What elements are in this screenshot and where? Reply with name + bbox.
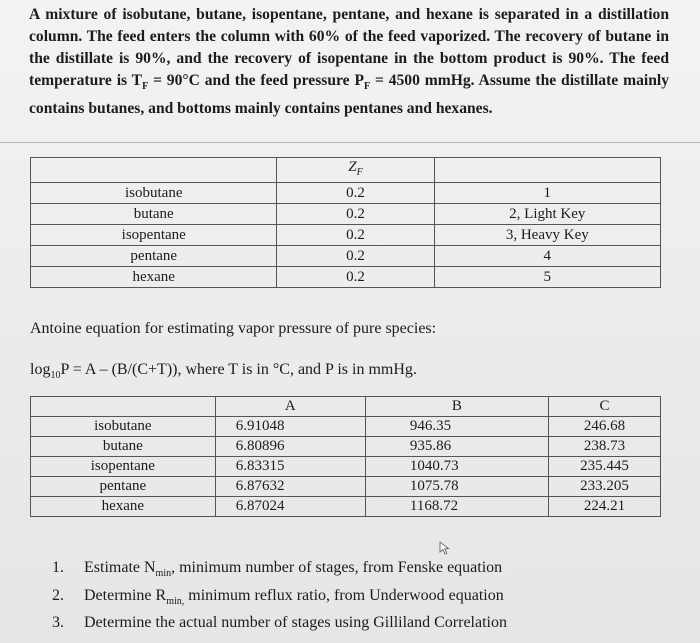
constant-c: 238.73: [548, 437, 660, 457]
constant-a: 6.83315: [215, 457, 365, 477]
header-c: C: [548, 397, 660, 417]
table-row: [31, 183, 661, 204]
component-key: 4: [434, 246, 660, 267]
component-name: hexane: [31, 267, 277, 288]
component-name: isopentane: [31, 225, 277, 246]
table-row: [31, 457, 661, 477]
list-item: 1. Estimate $N_{min}$, minimum number of stages, from Fenske equation: [52, 559, 503, 580]
constant-b: 946.35: [365, 417, 548, 437]
header-a: A: [215, 397, 365, 417]
table-header-row: [31, 397, 661, 417]
list-item: 3. Determine the actual number of stages using Gilliland Correlation: [52, 614, 507, 632]
constant-b: 1168.72: [365, 497, 548, 517]
constant-a: 6.80896: [215, 437, 365, 457]
table-header-row: [31, 158, 661, 183]
constant-b: 1075.78: [365, 477, 548, 497]
component-name: butane: [31, 437, 216, 457]
component-name: isopentane: [31, 457, 216, 477]
antoine-equation: $\log_{10}P = A - (B/(C+T))$, where T is in °C, and P is in mmHg.: [30, 361, 417, 382]
header-cell-empty: [31, 397, 216, 417]
mouse-pointer-icon: [438, 541, 452, 555]
table-row: [31, 267, 661, 288]
header-zf: $Z_F$: [277, 158, 434, 183]
feed-fraction: 0.2: [277, 267, 434, 288]
component-key: 5: [434, 267, 660, 288]
table-row: [31, 477, 661, 497]
constant-c: 224.21: [548, 497, 660, 517]
header-cell-empty: [434, 158, 660, 183]
component-name: butane: [31, 204, 277, 225]
constant-b: 935.86: [365, 437, 548, 457]
table-row: [31, 437, 661, 457]
header-cell-empty: [31, 158, 277, 183]
feed-fraction: 0.2: [277, 225, 434, 246]
component-name: pentane: [31, 246, 277, 267]
header-b: B: [365, 397, 548, 417]
component-name: isobutane: [31, 417, 216, 437]
table-row: [31, 225, 661, 246]
component-key: 3, Heavy Key: [434, 225, 660, 246]
constant-c: 246.68: [548, 417, 660, 437]
constant-c: 235.445: [548, 457, 660, 477]
feed-composition-table: [30, 157, 661, 288]
question-list: [52, 557, 507, 640]
table-row: [31, 417, 661, 437]
component-name: isobutane: [31, 183, 277, 204]
list-item: 2. Determine $R_{min,}$ minimum reflux ratio, from Underwood equation: [52, 586, 504, 607]
component-key: 1: [434, 183, 660, 204]
feed-fraction: 0.2: [277, 183, 434, 204]
problem-text-2: = 90°C and the feed pressure P: [148, 72, 364, 89]
antoine-title: Antoine equation for estimating vapor pressure of pure species:: [30, 320, 437, 337]
antoine-constants-table: [30, 396, 661, 517]
constant-a: 6.87024: [215, 497, 365, 517]
component-name: hexane: [31, 497, 216, 517]
constant-c: 233.205: [548, 477, 660, 497]
problem-statement: [29, 4, 669, 120]
table-row: [31, 204, 661, 225]
problem-text-3: = 4500 mmHg. Assume the distillate mainly contains butanes, and bottoms mainly contains pentanes and hexanes.: [29, 72, 670, 118]
section-divider: [0, 142, 700, 143]
component-key: 2, Light Key: [434, 204, 660, 225]
tf-subscript: F: [142, 81, 149, 93]
table-row: [31, 246, 661, 267]
constant-a: 6.87632: [215, 477, 365, 497]
feed-fraction: 0.2: [277, 204, 434, 225]
component-name: pentane: [31, 477, 216, 497]
constant-a: 6.91048: [215, 417, 365, 437]
problem-text-1: A mixture of isobutane, butane, isopentane, pentane, and hexane is separated in a distillation column. The feed enters the column with 60% of the feed vaporized. The recovery of butane in the distillate is 90%, and the recovery of isopentane in the bottom product is 90%. The feed temperature is T: [29, 6, 669, 89]
table-row: [31, 497, 661, 517]
constant-b: 1040.73: [365, 457, 548, 477]
pf-subscript: F: [363, 81, 371, 93]
feed-fraction: 0.2: [277, 246, 434, 267]
